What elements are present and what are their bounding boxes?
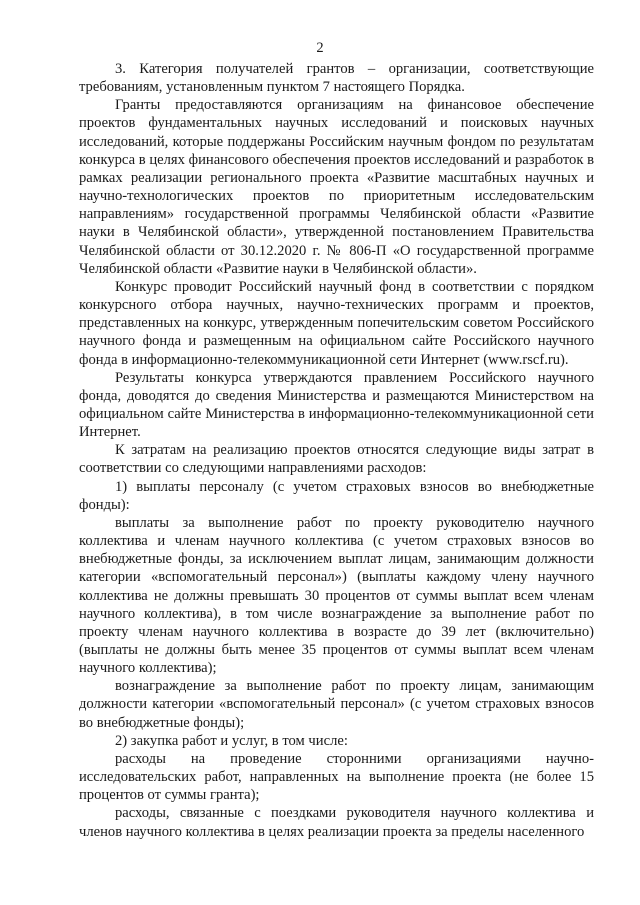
document-body: [79, 60, 594, 841]
paragraph-travel-expenses: расходы, связанные с поездками руководителя научного коллектива и членов научного коллектива в целях реализации проекта за пределы населенного: [79, 805, 594, 840]
paragraph-grant-recipients-category: 3. Категория получателей грантов – организации, соответствующие требованиям, установленным пунктом 7 настоящего Порядка.: [79, 61, 594, 96]
paragraph-support-staff-remuneration: вознаграждение за выполнение работ по проекту лицам, занимающим должности категории «вспомогательный персонал» (с учетом страховых взносов во внебюджетные фонды);: [79, 678, 594, 731]
paragraph-personnel-payments: 1) выплаты персоналу (с учетом страховых взносов во внебюджетные фонды):: [79, 478, 594, 513]
paragraph-project-costs-intro: К затратам на реализацию проектов относятся следующие виды затрат в соответствии со следующими направлениями расходов:: [79, 442, 594, 477]
paragraph-third-party-research: расходы на проведение сторонними организациями научно-исследовательских работ, направленных на выполнение проекта (не более 15 процентов от суммы гранта);: [79, 750, 594, 804]
paragraph-procurement: 2) закупка работ и услуг, в том числе:: [115, 732, 348, 749]
paragraph-competition-results: Результаты конкурса утверждаются правлением Российского научного фонда, доводятся до сведения Министерства и размещаются Министерством на официальном сайте Министерства в информационно-телекоммуникационной сети Интернет.: [79, 369, 594, 441]
page-number: 2: [316, 40, 324, 56]
paragraph-grants-purpose: Гранты предоставляются организациям на финансовое обеспечение проектов фундаментальных научных исследований и поисковых научных исследований, которые поддержаны Российским научным фондом по результатам конкурса в целях финансового обеспечения проектов исследований и разработок в рамках реализации регионального проекта «Развитие масштабных научных и научно-технологических проектов по приоритетным исследовательским направлениям» государственной программы Челябинской области «Развитие науки в Челябинской области», утвержденной постановлением Правительства Челябинской области от 30.12.2020 г. № 806-П «О государственной программе Челябинской области «Развитие науки в Челябинской области».: [79, 97, 594, 277]
paragraph-competition-conduct: Конкурс проводит Российский научный фонд в соответствии с порядком конкурсного отбора научных, научно-технических программ и проектов, представленных на конкурс, утвержденным попечительским советом Российского научного фонда и размещенным на официальном сайте Российского научного фонда в информационно-телекоммуникационной сети Интернет (www.rscf.ru).: [79, 278, 594, 368]
paragraph-team-payments: выплаты за выполнение работ по проекту руководителю научного коллектива и членам научного коллектива (с учетом страховых взносов во внебюджетные фонды, за исключением выплат лицам, занимающим должности категории «вспомогательный персонал») (выплаты каждому члену научного коллектива не должны превышать 30 процентов от суммы выплат всем членам научного коллектива), в том числе вознаграждение за выполнение работ по проекту членам научного коллектива в возрасте до 39 лет (включительно) (выплаты не должны быть менее 35 процентов от суммы выплат всем членам научного коллектива);: [79, 514, 594, 677]
